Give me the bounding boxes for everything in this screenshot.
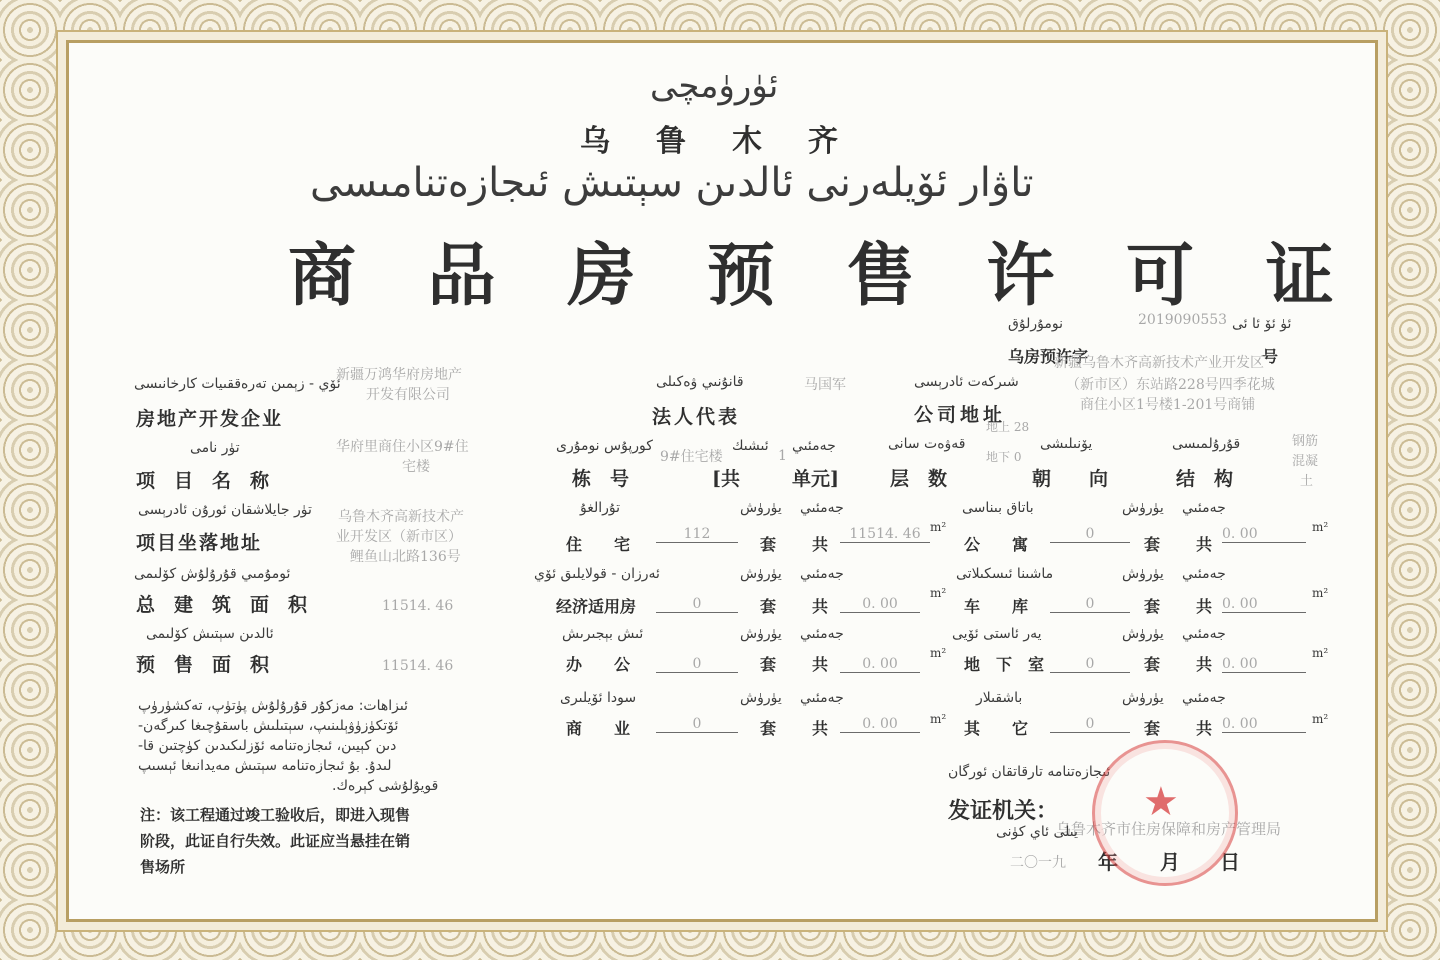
certificate-number: 2019090553: [1138, 312, 1228, 328]
official-seal: [1092, 740, 1238, 886]
total-label-chinese: 共: [1196, 597, 1213, 616]
usage-area-value: 0. 00: [840, 716, 920, 733]
usage-sets-value: 0: [1050, 526, 1130, 543]
total-label-chinese: 共: [812, 535, 829, 554]
usage-sets-value: 0: [656, 716, 738, 733]
set-label-uyghur: يۈرۈش: [740, 500, 782, 516]
project-name-label-chinese: 项 目 名 称: [136, 470, 270, 492]
usage-label-uyghur: ئىش بېجىرىش: [562, 626, 644, 642]
number-suffix-chinese: 号: [1262, 347, 1279, 366]
address-value-line2: （新市区）东站路228号四季花城: [1066, 377, 1275, 393]
usage-area-value: 0. 00: [1222, 596, 1306, 613]
set-label-uyghur: يۈرۈش: [1122, 626, 1164, 642]
usage-label-uyghur: سودا ئۆيلىرى: [560, 690, 637, 706]
structure-label-uyghur: قۇرۇلمىسى: [1172, 436, 1241, 452]
usage-label-uyghur: ئەرزان - قولايلىق ئۆي: [534, 566, 660, 582]
project-name-value-line2: 宅楼: [402, 459, 430, 475]
presale-area-value: 11514. 46: [382, 658, 454, 674]
location-label-uyghur: تۈر جايلاشقان ئورۇن ئادرېسى: [138, 502, 312, 518]
usage-label-uyghur: يەر ئاستى ئۆيى: [952, 626, 1042, 642]
area-unit: m²: [930, 586, 947, 600]
usage-label-chinese: 商 业: [566, 719, 631, 738]
structure-value-line2: 混凝: [1292, 454, 1319, 469]
area-unit: m²: [930, 520, 947, 534]
usage-label-chinese: 住 宅: [566, 535, 631, 554]
area-unit: m²: [1312, 586, 1329, 600]
presale-area-label-uyghur: ئالدىن سېتىش كۆلىمى: [146, 626, 274, 642]
set-label-uyghur: يۈرۈش: [740, 626, 782, 642]
note-chinese-line3: 售场所: [140, 858, 186, 876]
location-value-line2: 业开发区（新市区）: [336, 529, 462, 545]
issue-year-value: 二〇一九: [1010, 855, 1066, 871]
building-total-chinese: [共: [712, 468, 740, 490]
total-label-chinese: 共: [1196, 719, 1213, 738]
floors-below: 地下 0: [986, 450, 1022, 464]
usage-label-uyghur: باشقىلار: [976, 690, 1023, 706]
usage-label-chinese: 其 它: [964, 719, 1029, 738]
address-label-chinese: 公司地址: [914, 404, 1007, 426]
day-label: 日: [1220, 850, 1240, 874]
usage-sets-value: 0: [1050, 596, 1130, 613]
total-label-uyghur: جەمئىي: [800, 566, 844, 582]
set-label-chinese: 套: [1144, 535, 1161, 554]
set-label-chinese: 套: [1144, 597, 1161, 616]
month-label: 月: [1160, 850, 1180, 874]
set-label-uyghur: يۈرۈش: [740, 566, 782, 582]
set-label-uyghur: يۈرۈش: [1122, 566, 1164, 582]
number-label-chinese: 乌房预许字: [1008, 347, 1089, 366]
usage-area-value: 11514. 46: [840, 526, 930, 543]
set-label-chinese: 套: [1144, 719, 1161, 738]
structure-value-line3: 土: [1300, 474, 1314, 489]
usage-area-value: 0. 00: [1222, 656, 1306, 673]
developer-label-chinese: 房地产开发企业: [136, 408, 284, 430]
set-label-chinese: 套: [760, 719, 777, 738]
usage-label-uyghur: ماشىنا ئىسكىلاتى: [956, 566, 1054, 582]
building-total-label-uyghur: جەمئىي: [792, 438, 836, 454]
floors-above: 地上 28: [986, 420, 1030, 434]
total-area-value: 11514. 46: [382, 598, 454, 614]
address-value-line3: 商住小区1号楼1-201号商铺: [1080, 397, 1256, 413]
total-label-uyghur: جەمئىي: [800, 500, 844, 516]
usage-sets-value: 0: [1050, 716, 1130, 733]
issuer-label-chinese: 发证机关：: [948, 798, 1059, 824]
legal-rep-label-uyghur: قانۇنىي ۋەكىلى: [656, 374, 744, 390]
total-area-label-uyghur: ئومۇمىي قۇرۇلۇش كۆلىمى: [134, 566, 291, 582]
usage-sets-value: 112: [656, 526, 738, 543]
total-label-chinese: 共: [812, 719, 829, 738]
note-uyghur-line1: ئىزاھات: مەزكۇر قۇرۇلۇش پۈتۈپ، تەكشۈرۈپ: [138, 698, 408, 714]
building-label-chinese: 栋 号: [572, 468, 630, 490]
project-name-label-uyghur: تۈر نامى: [190, 440, 240, 456]
set-label-uyghur: يۈرۈش: [1122, 690, 1164, 706]
building-units-value: 1: [778, 448, 787, 464]
total-label-uyghur: جەمئىي: [1182, 500, 1226, 516]
usage-label-chinese: 经济适用房: [556, 597, 637, 616]
note-uyghur-line4: لىدۇ. بۇ ئىجازەتنامە سېتىش مەيدانىغا ئېسىپ: [138, 758, 392, 774]
usage-area-value: 0. 00: [1222, 526, 1306, 543]
total-label-chinese: 共: [812, 597, 829, 616]
issue-date-label-uyghur: يىلى ئاي كۈنى: [996, 824, 1078, 840]
usage-label-chinese: 地 下 室: [964, 655, 1045, 674]
star-icon: ★: [1143, 779, 1179, 825]
set-label-uyghur: يۈرۈش: [740, 690, 782, 706]
title-chinese: 商 品 房 预 售 许 可 证: [288, 236, 1358, 316]
location-value-line3: 鲤鱼山北路136号: [350, 549, 461, 565]
location-value-line1: 乌鲁木齐高新技术产: [338, 509, 464, 525]
usage-area-value: 0. 00: [840, 656, 920, 673]
total-label-uyghur: جەمئىي: [800, 626, 844, 642]
note-chinese-line2: 阶段，此证自行失效。此证应当悬挂在销: [140, 832, 411, 850]
usage-label-uyghur: تۇرالغۇ: [580, 500, 621, 516]
building-label-uyghur: كورپۇس نومۇرى: [556, 438, 653, 454]
address-label-uyghur: شىركەت ئادرېسى: [914, 374, 1019, 390]
note-uyghur-line5: قويۇلۇشى كېرەك.: [332, 778, 439, 794]
presale-area-label-chinese: 预 售 面 积: [136, 654, 270, 676]
area-unit: m²: [1312, 520, 1329, 534]
address-value-line1: 新疆乌鲁木齐高新技术产业开发区: [1054, 355, 1264, 371]
total-label-chinese: 共: [1196, 535, 1213, 554]
floors-label-uyghur: قەۋەت سانى: [888, 436, 966, 452]
usage-sets-value: 0: [656, 596, 738, 613]
number-prefix-uyghur: ئۈ ئۆ ئا ئى: [1232, 316, 1292, 332]
total-area-label-chinese: 总 建 筑 面 积: [136, 594, 308, 616]
developer-label-uyghur: ئۆي - زېمىن تەرەققىيات كارخانىسى: [134, 376, 341, 392]
usage-sets-value: 0: [1050, 656, 1130, 673]
area-unit: m²: [1312, 712, 1329, 726]
usage-label-uyghur: باتاق بىناسى: [962, 500, 1034, 516]
total-label-uyghur: جەمئىي: [1182, 626, 1226, 642]
note-chinese-line1: 注：该工程通过竣工验收后，即进入现售: [140, 806, 411, 824]
set-label-uyghur: يۈرۈش: [1122, 500, 1164, 516]
city-name-uyghur: ئۈرۈمچى: [650, 66, 779, 106]
orientation-label-uyghur: يۆنىلىشى: [1040, 436, 1093, 452]
usage-area-value: 0. 00: [840, 596, 920, 613]
developer-value-line2: 开发有限公司: [366, 387, 450, 403]
building-units-chinese: 单元]: [792, 468, 839, 490]
building-value: 9#住宅楼: [660, 449, 723, 465]
set-label-chinese: 套: [760, 535, 777, 554]
location-label-chinese: 项目坐落地址: [136, 532, 263, 554]
area-unit: m²: [930, 712, 947, 726]
set-label-chinese: 套: [760, 655, 777, 674]
set-label-chinese: 套: [1144, 655, 1161, 674]
title-uyghur: تاۋار ئۆيلەرنى ئالدىن سېتىش ئىجازەتنامىسى: [310, 160, 1034, 206]
legal-rep-value: 马国军: [804, 377, 846, 393]
city-name-chinese: 乌 鲁 木 齐: [580, 124, 846, 159]
usage-sets-value: 0: [656, 656, 738, 673]
set-label-chinese: 套: [760, 597, 777, 616]
year-label: 年: [1098, 850, 1118, 874]
note-uyghur-line2: ئۆتكۈزۈۋېلىنىپ، سېتىلىش باسقۇچىغا كىرگەن-: [138, 718, 399, 734]
area-unit: m²: [930, 646, 947, 660]
usage-area-value: 0. 00: [1222, 716, 1306, 733]
total-label-uyghur: جەمئىي: [1182, 566, 1226, 582]
total-label-uyghur: جەمئىي: [800, 690, 844, 706]
legal-rep-label-chinese: 法人代表: [652, 406, 741, 428]
developer-value-line1: 新疆万鸿华府房地产: [336, 367, 462, 383]
usage-label-chinese: 公 寓: [964, 535, 1029, 554]
floors-label-chinese: 层 数: [890, 468, 948, 490]
total-label-uyghur: جەمئىي: [1182, 690, 1226, 706]
total-label-chinese: 共: [812, 655, 829, 674]
issuer-value: 乌鲁木齐市住房保障和房产管理局: [1056, 820, 1282, 838]
total-label-chinese: 共: [1196, 655, 1213, 674]
number-label-uyghur: نومۇرلۇق: [1008, 316, 1063, 332]
issuer-label-uyghur: ئىجازەتنامە تارقاتقان ئورگان: [948, 764, 1111, 780]
building-units-label-uyghur: ئىشىك: [732, 438, 769, 454]
usage-label-chinese: 车 库: [964, 597, 1029, 616]
structure-value-line1: 钢筋: [1292, 434, 1319, 449]
note-uyghur-line3: دىن كېيىن، ئىجازەتنامە ئۆزلىكىدىن كۈچتىن قا-: [138, 738, 397, 754]
orientation-label-chinese: 朝 向: [1032, 468, 1109, 490]
area-unit: m²: [1312, 646, 1329, 660]
structure-label-chinese: 结 构: [1176, 468, 1234, 490]
project-name-value-line1: 华府里商住小区9#住: [336, 439, 469, 455]
usage-label-chinese: 办 公: [566, 655, 631, 674]
